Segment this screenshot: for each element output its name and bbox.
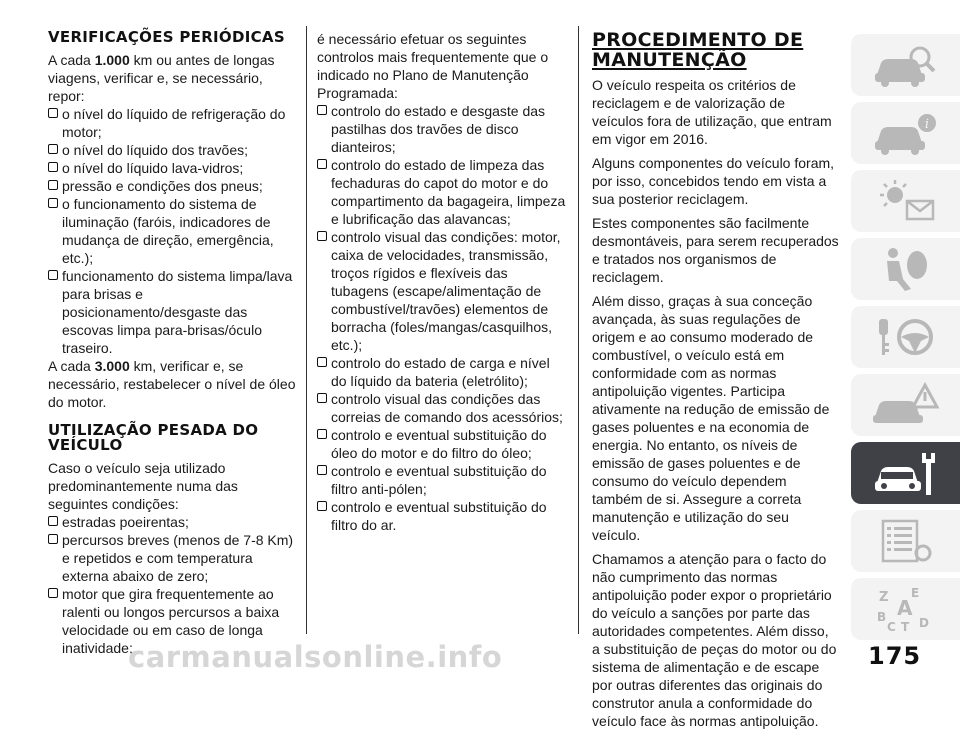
watermark: carmanualsonline.info <box>128 640 503 674</box>
checkbox-bullet-icon <box>48 588 58 598</box>
checkbox-bullet-icon <box>317 357 327 367</box>
index-letter: T <box>900 620 909 633</box>
checklist-item-text: controlo e eventual substituição do filtro do ar. <box>331 499 547 533</box>
checklist-1 <box>48 105 296 357</box>
checklist-item-text: funcionamento do sistema limpa/lava para brisas e posicionamento/desgaste das escovas limpa para-brisas/óculo traseiro. <box>62 268 293 356</box>
column-divider <box>578 26 579 634</box>
tab-lights-warnings[interactable] <box>851 170 960 232</box>
index-letter: Z <box>878 590 888 605</box>
checklist-item-text: o funcionamento do sistema de iluminação (faróis, indicadores de mudança de direção, emergência, etc.); <box>62 196 274 266</box>
checkbox-bullet-icon <box>48 270 58 280</box>
column-2 <box>317 30 567 534</box>
checklist-item <box>317 462 567 498</box>
car-search-icon <box>871 41 941 89</box>
checklist-2 <box>48 513 296 657</box>
checkbox-bullet-icon <box>48 534 58 544</box>
key-steering-wheel-icon <box>871 313 941 361</box>
paragraph: A cada 3.000 km, verificar e, se necessário, restabelecer o nível de óleo do motor. <box>48 358 296 410</box>
heading-periodic-checks: VERIFICAÇÕES PERIÓDICAS <box>48 28 285 46</box>
svg-text:i: i <box>924 117 929 132</box>
checklist-item-text: pressão e condições dos pneus; <box>62 178 263 194</box>
checkbox-bullet-icon <box>317 465 327 475</box>
tab-knowing-the-car[interactable] <box>851 34 960 96</box>
checkbox-bullet-icon <box>48 180 58 190</box>
paragraph: Estes componentes são facilmente desmontáveis, para serem recuperados e tratados nos organismos de reciclagem. <box>592 215 839 285</box>
index-letter: E <box>910 586 919 600</box>
checklist-3 <box>317 102 567 534</box>
checklist-item <box>317 228 567 354</box>
tab-index[interactable] <box>851 578 960 640</box>
checklist-item-text: o nível do líquido dos travões; <box>62 142 249 158</box>
paragraph: O veículo respeita os critérios de reciclagem e de valorização de veículos fora de utilização, que entram em vigor em 2016. <box>592 77 832 147</box>
paragraph: é necessário efetuar os seguintes controlos mais frequentemente que o indicado no Plano de Manutenção Programada: <box>317 31 549 101</box>
checklist-item <box>48 105 296 141</box>
checklist-item-text: controlo do estado e desgaste das pastilhas dos travões de disco dianteiros; <box>331 103 546 155</box>
tab-safety[interactable] <box>851 238 960 300</box>
checklist-item-text: o nível do líquido de refrigeração do motor; <box>62 106 286 140</box>
checklist-item <box>48 177 296 195</box>
column-1 <box>48 30 296 657</box>
checklist-item-text: estradas poeirentas; <box>62 514 189 530</box>
checkbox-bullet-icon <box>48 198 58 208</box>
checklist-item <box>317 390 567 426</box>
index-letter: D <box>918 616 929 630</box>
index-letter: B <box>876 610 886 624</box>
checklist-item <box>48 195 296 267</box>
paragraph: A cada 1.000 km ou antes de longas viagens, verificar e, se necessário, repor: <box>48 52 275 104</box>
checklist-item <box>48 267 296 357</box>
checkbox-bullet-icon <box>48 108 58 118</box>
checkbox-bullet-icon <box>317 393 327 403</box>
checkbox-bullet-icon <box>317 231 327 241</box>
checklist-item-text: controlo do estado de limpeza das fechaduras do capot do motor e do compartimento da bagageira, limpeza e lubrificação das alavancas; <box>331 157 566 227</box>
tab-maintenance[interactable] <box>851 442 960 504</box>
checklist-item <box>317 102 567 156</box>
checklist-item-text: controlo visual das condições das correias de comando dos acessórios; <box>331 391 563 425</box>
tab-dashboard[interactable] <box>851 102 960 164</box>
airbag-icon <box>871 245 941 293</box>
checklist-item-text: percursos breves (menos de 7-8 Km) e repetidos e com temperatura externa abaixo de zero; <box>62 532 294 584</box>
paragraph: Chamamos a atenção para o facto do não cumprimento das normas antipoluição poder expor o proprietário do veículo a sanções por parte das autoridades competentes. Além disso, a substituição de peças do motor ou do sistema de alimentação e de escape por outras diferentes das originais do construtor anula a conformidade do veículo face às normas antipoluição. <box>592 551 837 729</box>
checklist-item-text: controlo e eventual substituição do filtro anti-pólen; <box>331 463 547 497</box>
tab-emergency[interactable] <box>851 374 960 436</box>
page-number: 175 <box>868 642 922 670</box>
heading-maintenance-procedure: PROCEDIMENTO DE MANUTENÇÃO <box>592 29 804 71</box>
alphabetical-index-icon <box>871 585 941 633</box>
checkbox-bullet-icon <box>48 516 58 526</box>
checklist-item <box>317 354 567 390</box>
checkbox-bullet-icon <box>48 162 58 172</box>
checklist-item <box>48 531 296 585</box>
car-info-icon <box>871 109 941 157</box>
tab-technical-data[interactable] <box>851 510 960 572</box>
chapter-sidebar <box>851 34 960 646</box>
checklist-item <box>317 156 567 228</box>
index-letter: A <box>896 596 912 620</box>
checklist-item-text: controlo visual das condições: motor, caixa de velocidades, transmissão, troços rígidos e flexíveis das tubagens (escape/alimentação de combustível/travões) elementos de borracha (foles/mangas/casquilhos, etc.); <box>331 229 561 353</box>
column-3 <box>592 30 840 730</box>
checklist-item <box>48 159 296 177</box>
checkbox-bullet-icon <box>317 501 327 511</box>
car-warning-icon <box>871 381 941 429</box>
light-warning-icon <box>871 177 941 225</box>
paragraph-group <box>592 76 840 730</box>
checklist-item-text: controlo do estado de carga e nível do líquido da bateria (eletrólito); <box>331 355 550 389</box>
checklist-item-text: motor que gira frequentemente ao ralenti ou longos percursos a baixa velocidade ou em caso de longa inatividade; <box>62 586 280 656</box>
checklist-item <box>317 498 567 534</box>
checkbox-bullet-icon <box>48 144 58 154</box>
paragraph: Alguns componentes do veículo foram, por isso, concebidos tendo em vista a sua posterior reciclagem. <box>592 155 835 207</box>
paragraph: Além disso, graças à sua conceção avançada, às suas regulações de origem e ao consumo moderado de combustível, o veículo está em conformidade com as normas antipoluição vigentes. Participa ativamente na redução de emissão de gases poluentes e na economia de energia. No entanto, os níveis de emissão de gases poluentes e de consumo do veículo dependem também de si. Assegure a correta manutenção e utilização do seu veículo. <box>592 293 830 543</box>
checkbox-bullet-icon <box>317 159 327 169</box>
tab-starting-driving[interactable] <box>851 306 960 368</box>
index-letter: C <box>886 620 896 633</box>
checkbox-bullet-icon <box>317 105 327 115</box>
checklist-item <box>48 513 296 531</box>
checkbox-bullet-icon <box>317 429 327 439</box>
checklist-item <box>48 141 296 159</box>
specifications-list-icon <box>871 517 941 565</box>
checklist-item <box>317 426 567 462</box>
car-wrench-icon <box>871 449 941 497</box>
paragraph: Caso o veículo seja utilizado predominantemente numa das seguintes condições: <box>48 460 238 512</box>
checklist-item-text: o nível do líquido lava-vidros; <box>62 160 244 176</box>
column-divider <box>306 26 307 634</box>
checklist-item-text: controlo e eventual substituição do óleo do motor e do filtro do óleo; <box>331 427 547 461</box>
heading-heavy-use: UTILIZAÇÃO PESADA DO VEÍCULO <box>48 421 259 454</box>
